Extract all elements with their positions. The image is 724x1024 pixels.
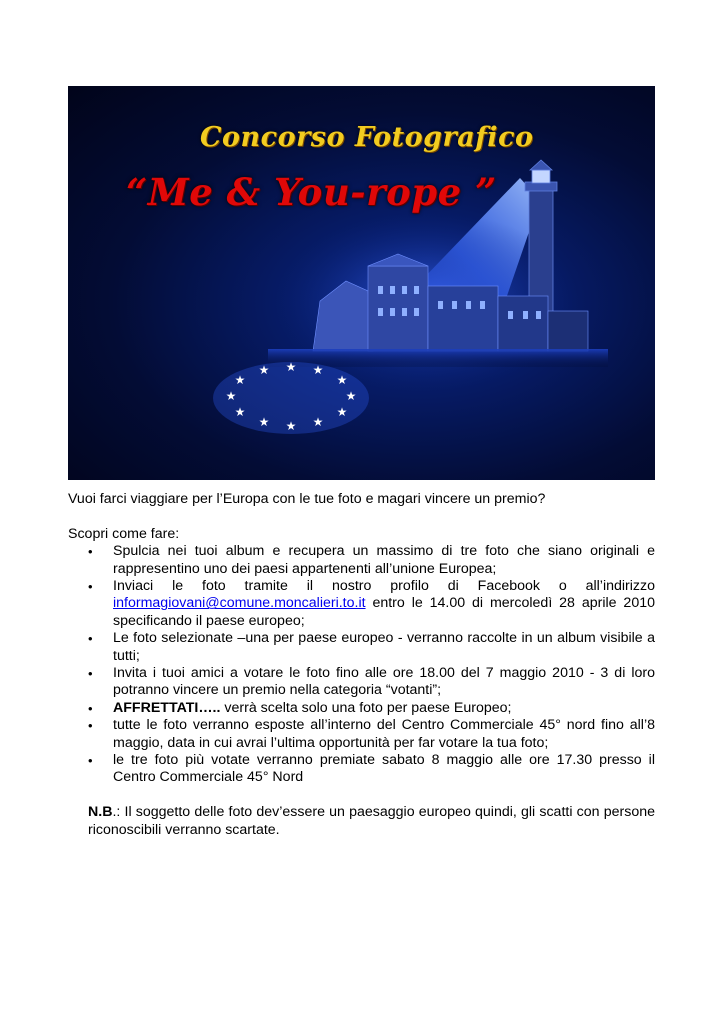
contest-poster bbox=[68, 86, 655, 480]
bullet-icon: • bbox=[88, 666, 93, 682]
nota-bene bbox=[68, 804, 655, 839]
svg-text:★: ★ bbox=[336, 373, 348, 387]
svg-text:★: ★ bbox=[258, 363, 270, 377]
svg-text:★: ★ bbox=[312, 363, 324, 377]
svg-text:★: ★ bbox=[234, 373, 246, 387]
svg-text:★: ★ bbox=[234, 405, 246, 419]
nb-label: N.B bbox=[88, 804, 113, 821]
intro-question: Vuoi farci viaggiare per l’Europa con le tue foto e magari vincere un premio? bbox=[68, 491, 546, 507]
svg-text:★: ★ bbox=[345, 389, 357, 403]
email-link[interactable]: informagiovani@comune.moncalieri.to.it bbox=[113, 595, 366, 612]
svg-text:★: ★ bbox=[285, 419, 297, 433]
list-item: • Spulcia nei tuoi album e recupera un massimo di tre foto che siano originali e rappresentino uno dei paesi appartenenti all’unione Europea; bbox=[88, 543, 655, 577]
list-item: • AFFRETTATI….. verrà scelta solo una foto per paese Europeo; bbox=[88, 699, 512, 716]
bullet-icon: • bbox=[88, 579, 93, 595]
list-item: • Le foto selezionate –una per paese europeo - verranno raccolte in un album visibile a tutti; bbox=[88, 630, 655, 664]
poster-subtitle: “Me & You-rope ” bbox=[126, 170, 497, 214]
contest-description bbox=[68, 491, 655, 839]
list-item: • tutte le foto verranno esposte all’interno del Centro Commerciale 45° nord fino all’8 maggio, data in cui avrai l’ultima opportunità per far votare la tua foto; bbox=[88, 717, 655, 751]
list-item: • Inviaci le foto tramite il nostro profilo di Facebook o all’indirizzo informagiovani@comune.moncalieri.to.it entro le 14.00 di mercoledì 28 aprile 2010 specificando il paese europeo; bbox=[88, 578, 655, 629]
bullet-icon: • bbox=[88, 753, 93, 769]
steps-list bbox=[68, 543, 655, 787]
list-item: • le tre foto più votate verranno premiate sabato 8 maggio alle ore 17.30 presso il Centro Commerciale 45° Nord bbox=[88, 752, 655, 786]
svg-text:★: ★ bbox=[285, 360, 297, 374]
bullet-icon: • bbox=[88, 544, 93, 560]
nb-text: .: Il soggetto delle foto dev’essere un paesaggio europeo quindi, gli scatti con persone riconoscibili verranno scartate. bbox=[88, 804, 655, 838]
steps-heading: Scopri come fare: bbox=[68, 525, 180, 542]
bullet-icon: • bbox=[88, 700, 93, 716]
list-item: • Invita i tuoi amici a votare le foto fino alle ore 18.00 del 7 maggio 2010 - 3 di loro potranno vincere un premio nella categoria “votanti”; bbox=[88, 665, 655, 699]
svg-text:★: ★ bbox=[258, 415, 270, 429]
svg-text:★: ★ bbox=[225, 389, 237, 403]
hurry-label: AFFRETTATI….. bbox=[113, 699, 221, 716]
svg-text:★: ★ bbox=[336, 405, 348, 419]
bullet-icon: • bbox=[88, 631, 93, 647]
svg-text:★: ★ bbox=[312, 415, 324, 429]
bullet-icon: • bbox=[88, 718, 93, 734]
poster-title: Concorso Fotografico bbox=[200, 122, 534, 153]
